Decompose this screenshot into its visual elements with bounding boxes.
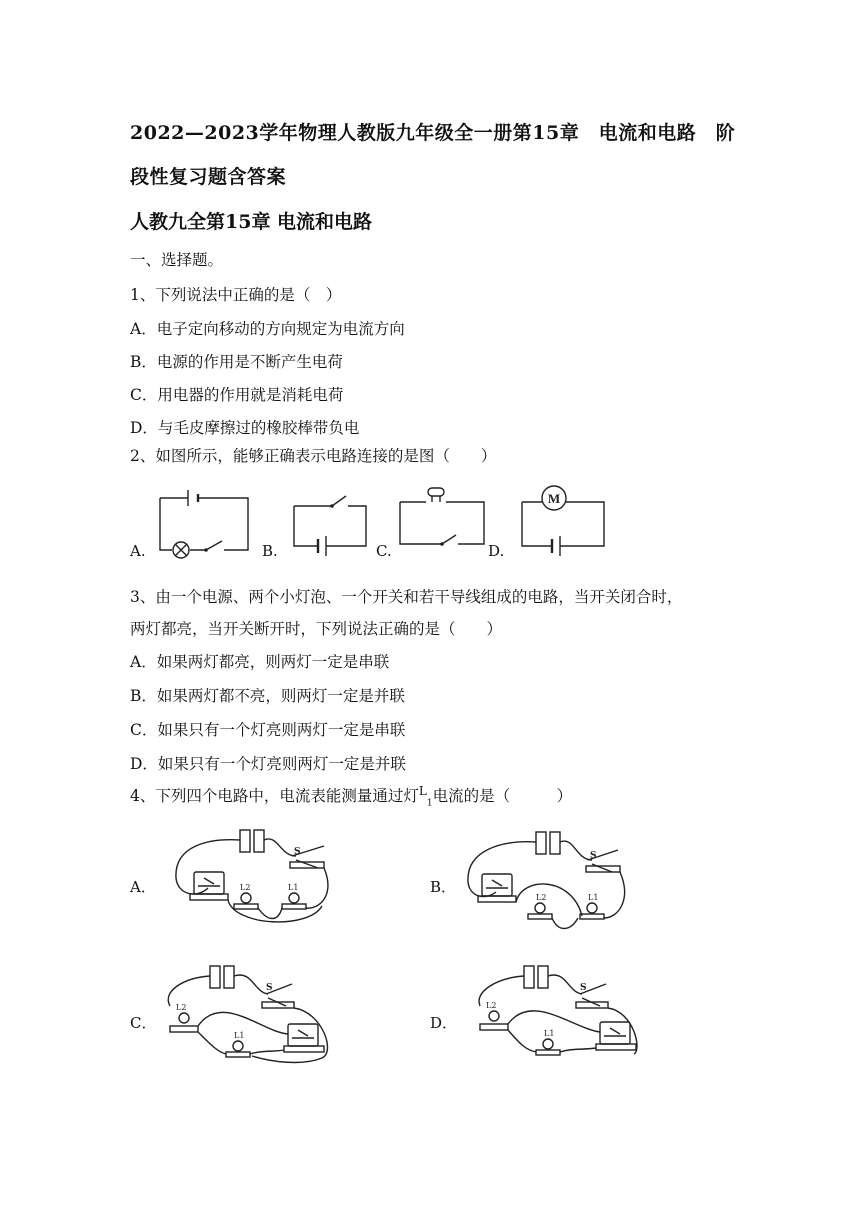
q2-label-d: D. xyxy=(488,542,505,560)
q4-label-b: B． xyxy=(430,878,457,896)
q1-option-a: A．电子定向移动的方向规定为电流方向 xyxy=(130,320,405,338)
q2-circuit-b-figure xyxy=(292,492,368,552)
motor-symbol: M xyxy=(547,491,561,506)
q4-label-c: C． xyxy=(130,1014,157,1032)
svg-text:S: S xyxy=(266,983,273,993)
q3-option-d: D．如果只有一个灯亮则两灯一定是并联 xyxy=(130,755,406,773)
q4-circuit-b-figure xyxy=(462,826,634,938)
svg-text:S: S xyxy=(590,851,597,861)
svg-text:L1: L1 xyxy=(234,1031,245,1040)
svg-text:S: S xyxy=(580,983,587,993)
q4-circuit-c-figure xyxy=(162,962,338,1072)
q3-stem-line1: 3、由一个电源、两个小灯泡、一个开关和若干导线组成的电路，当开关闭合时， xyxy=(130,588,683,606)
q2-circuit-c-figure xyxy=(398,486,486,548)
q2-circuit-d-figure xyxy=(520,484,606,552)
q1-option-d: D．与毛皮摩擦过的橡胶棒带负电 xyxy=(130,419,360,437)
q3-option-c: C．如果只有一个灯亮则两灯一定是串联 xyxy=(130,721,406,739)
q2-label-a: A. xyxy=(130,542,146,560)
svg-text:L2: L2 xyxy=(486,1001,497,1010)
document-title-line1: 2022—2023学年物理人教版九年级全一册第15章 电流和电路 阶 xyxy=(130,122,736,144)
svg-text:L2: L2 xyxy=(536,893,547,902)
q4-stem-after: 电流的是（ ） xyxy=(432,787,573,806)
svg-text:S: S xyxy=(294,847,301,857)
q1-option-c: C．用电器的作用就是消耗电荷 xyxy=(130,386,344,404)
svg-text:L1: L1 xyxy=(288,883,299,892)
q2-label-b: B. xyxy=(262,542,278,560)
q4-label-d: D． xyxy=(430,1014,458,1032)
q4-stem-before: 4、下列四个电路中，电流表能测量通过灯 xyxy=(130,787,419,806)
svg-text:L2: L2 xyxy=(240,883,251,892)
q4-circuit-d-figure xyxy=(466,962,642,1070)
q2-stem: 2、如图所示，能够正确表示电路连接的是图（ ） xyxy=(130,447,497,465)
svg-text:L1: L1 xyxy=(588,893,599,902)
svg-text:L1: L1 xyxy=(544,1029,555,1038)
svg-text:L2: L2 xyxy=(176,1003,187,1012)
document-title-line2: 段性复习题含答案 xyxy=(130,166,287,188)
chapter-subtitle: 人教九全第15章 电流和电路 xyxy=(130,211,373,233)
q3-stem-line2: 两灯都亮，当开关断开时，下列说法正确的是（ ） xyxy=(130,620,503,638)
q4-circuit-a-figure xyxy=(168,826,338,936)
q1-option-b: B．电源的作用是不断产生电荷 xyxy=(130,353,343,371)
q4-label-a: A． xyxy=(130,878,156,896)
q3-option-a: A．如果两灯都亮，则两灯一定是串联 xyxy=(130,653,390,671)
q4-lamp-subscript: 1 xyxy=(426,798,433,809)
q4-stem xyxy=(130,784,572,808)
q2-label-c: C. xyxy=(376,542,392,560)
section-heading: 一、选择题。 xyxy=(130,251,224,269)
q1-stem: 1、下列说法中正确的是（ ） xyxy=(130,286,342,304)
q2-circuit-a-figure xyxy=(158,488,250,560)
q4-lamp-symbol: L xyxy=(418,784,427,798)
q3-option-b: B．如果两灯都不亮，则两灯一定是并联 xyxy=(130,687,405,705)
